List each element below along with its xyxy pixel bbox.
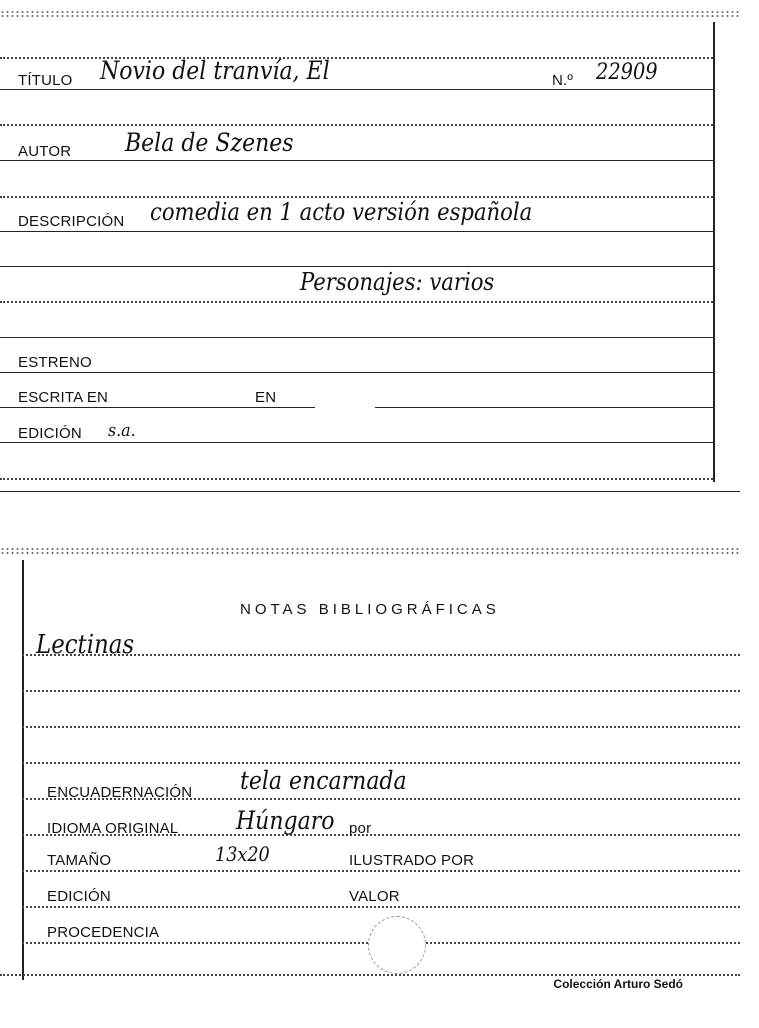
titulo-label: TÍTULO: [18, 72, 73, 89]
rule: [22, 762, 740, 764]
descripcion-label: DESCRIPCIÓN: [18, 213, 125, 230]
rule: [0, 442, 713, 443]
descripcion-value: comedia en 1 acto versión española: [150, 198, 533, 226]
catalog-card-front: [0, 0, 759, 495]
rule: [0, 974, 740, 976]
card-bottom-edge: [0, 491, 740, 492]
edicion-value: s.a.: [108, 420, 136, 441]
idioma-value: Húngaro: [236, 806, 335, 835]
ilustrado-label: ILUSTRADO POR: [349, 852, 475, 869]
rule: [0, 337, 713, 338]
tamano-label: TAMAÑO: [47, 852, 112, 869]
torn-edge-top: [0, 547, 740, 555]
rule: [0, 301, 713, 303]
rule: [0, 124, 713, 126]
edicion-label-2: EDICIÓN: [47, 888, 111, 905]
por-label: por: [349, 820, 372, 837]
rule: [0, 231, 713, 232]
titulo-value: Novio del tranvía, El: [100, 56, 330, 85]
torn-edge-top: [0, 10, 740, 18]
rule: [22, 726, 740, 728]
autor-label: AUTOR: [18, 143, 72, 160]
rule: [22, 870, 740, 872]
encuadernacion-label: ENCUADERNACIÓN: [47, 784, 193, 801]
en-label: EN: [255, 389, 277, 406]
card-left-border: [22, 560, 24, 980]
rule: [0, 407, 315, 408]
numero-value: 22909: [596, 60, 658, 85]
rule: [0, 372, 713, 373]
rule: [0, 160, 713, 161]
valor-label: VALOR: [349, 888, 400, 905]
idioma-label: IDIOMA ORIGINAL: [47, 820, 179, 837]
edicion-label: EDICIÓN: [18, 425, 82, 442]
numero-label: N.º: [552, 72, 574, 89]
notes-value: Lectinas: [36, 630, 135, 660]
escrita-label: ESCRITA EN: [18, 389, 109, 406]
rule: [0, 266, 713, 267]
procedencia-label: PROCEDENCIA: [47, 924, 160, 941]
card-right-border: [713, 22, 715, 482]
rule: [0, 478, 713, 480]
rule: [22, 906, 740, 908]
autor-value: Bela de Szenes: [125, 128, 294, 157]
estreno-label: ESTRENO: [18, 354, 92, 371]
encuadernacion-value: tela encarnada: [240, 766, 407, 795]
personajes-value: Personajes: varios: [300, 268, 495, 296]
tamano-value: 13x20: [215, 842, 270, 866]
rule: [22, 690, 740, 692]
notas-title: NOTAS BIBLIOGRÁFICAS: [240, 601, 500, 618]
punch-hole: [368, 916, 426, 974]
collection-credit: Colección Arturo Sedó: [553, 977, 683, 991]
rule: [375, 407, 713, 408]
rule: [0, 89, 713, 90]
